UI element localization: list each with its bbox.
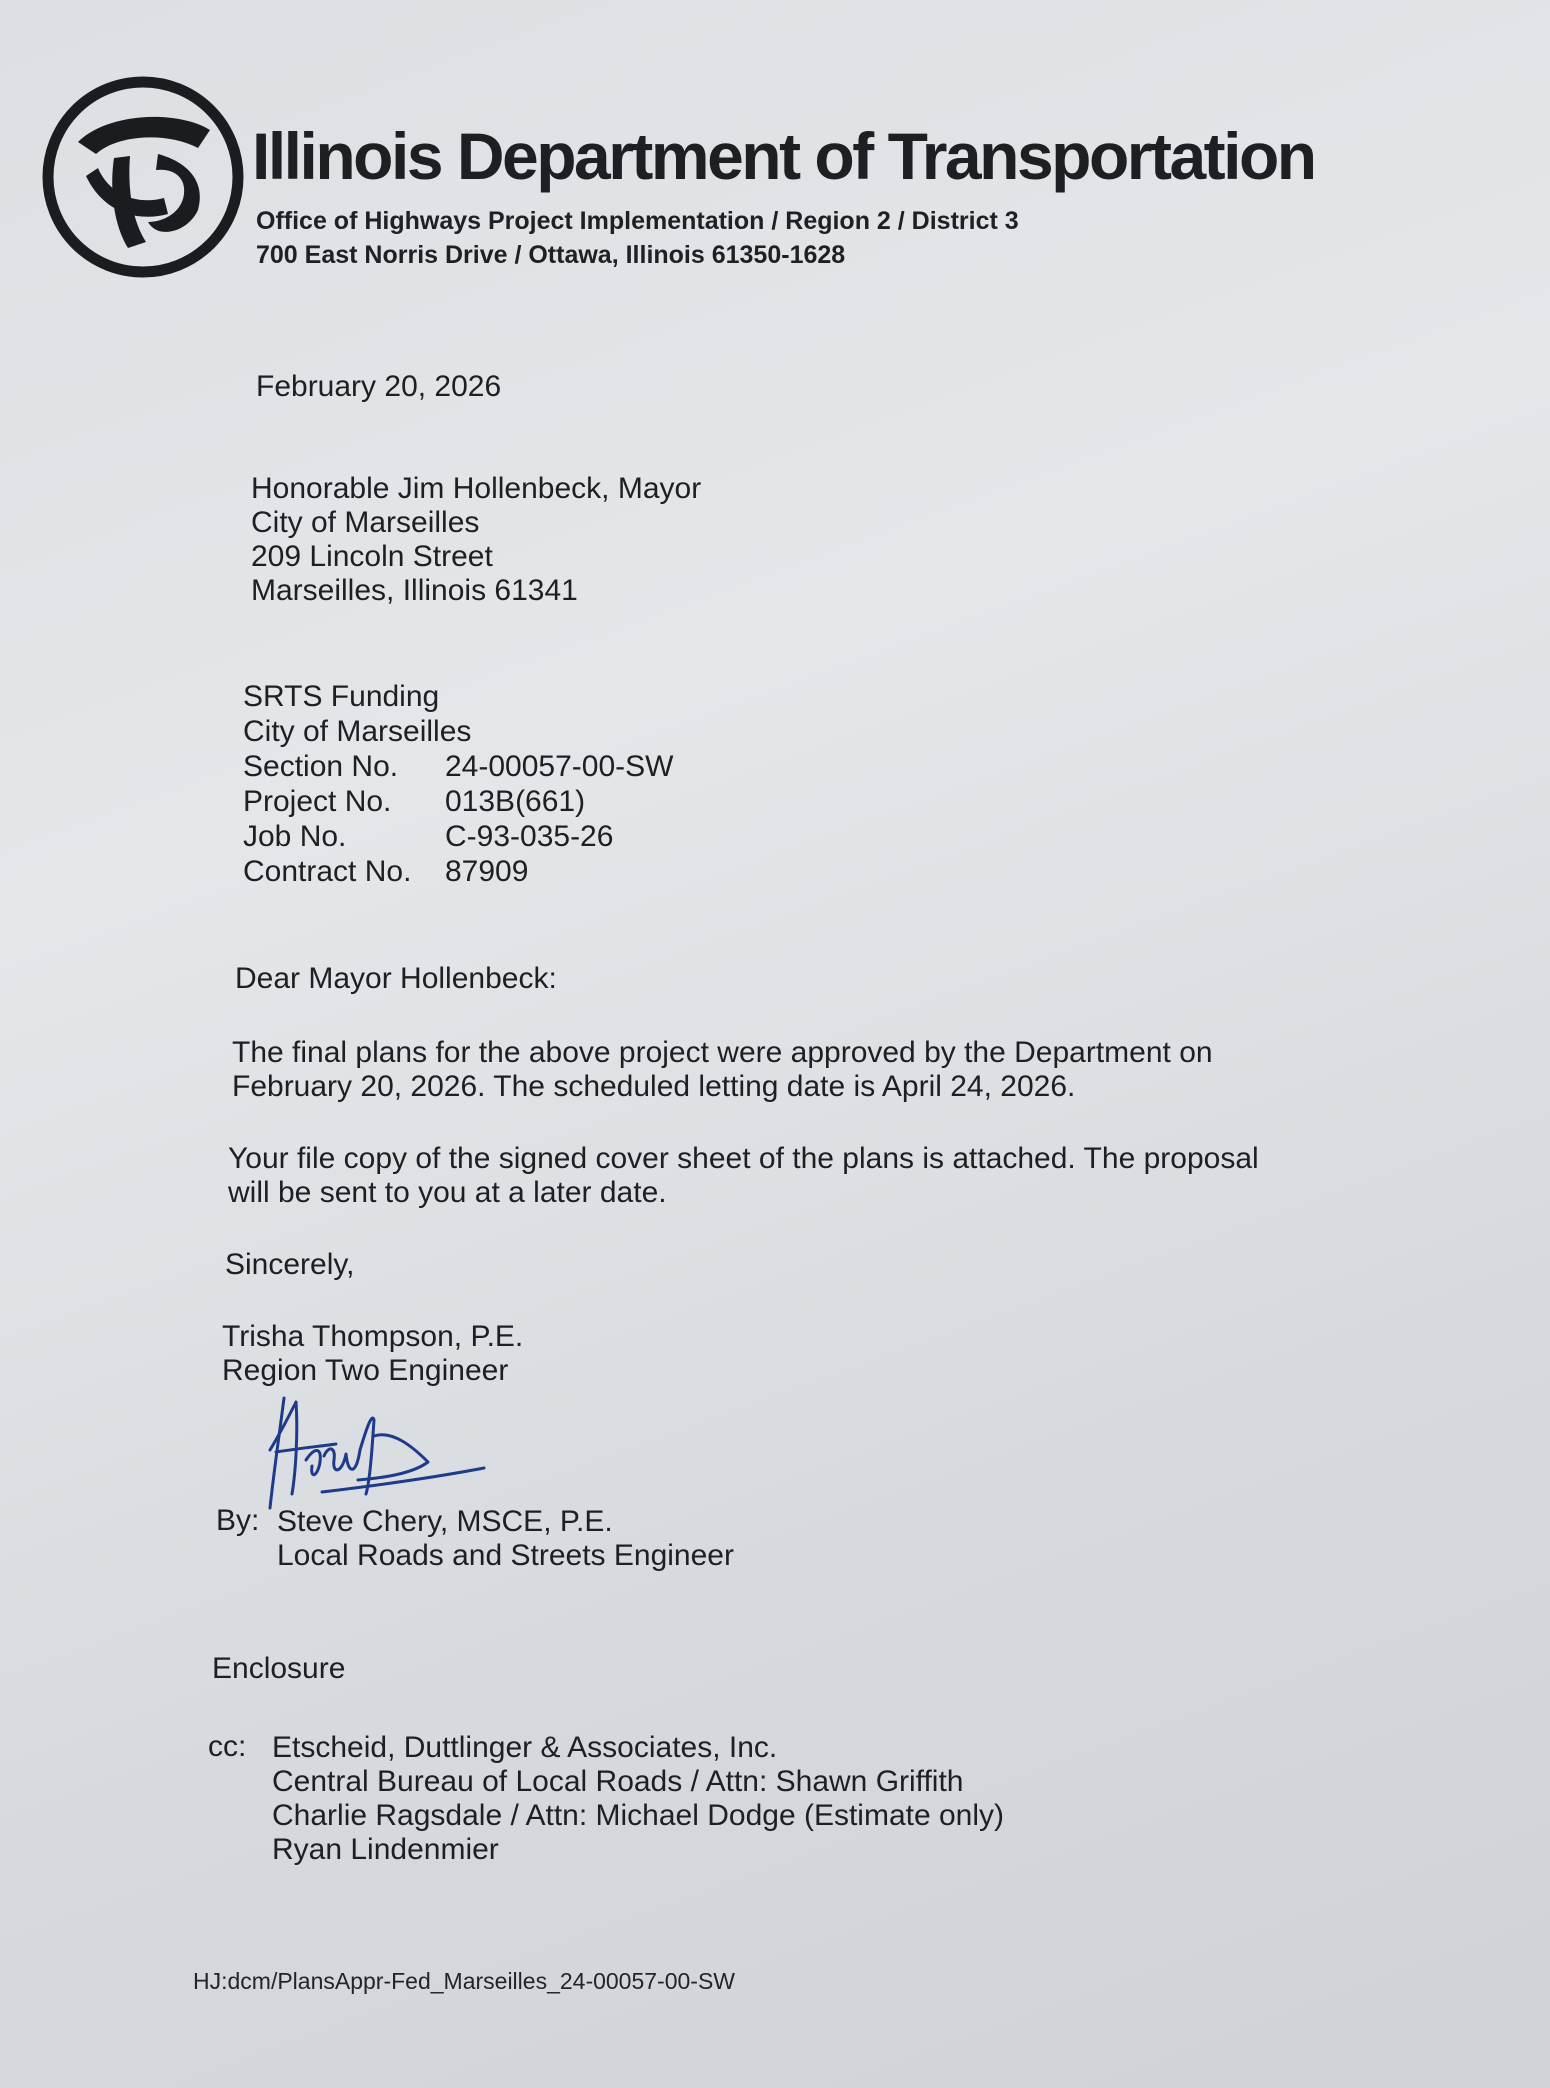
project-field-row	[243, 855, 803, 889]
paragraph-attachment	[228, 1142, 1259, 1210]
handwritten-signature	[262, 1390, 492, 1520]
recipient-line: Marseilles, Illinois 61341	[251, 574, 578, 607]
paragraph-line: will be sent to you at a later date.	[228, 1176, 667, 1209]
field-label: Section No.	[243, 750, 399, 783]
signer-block	[222, 1320, 523, 1388]
field-value: 24-00057-00-SW	[445, 750, 674, 783]
recipient-address	[251, 472, 701, 608]
field-value: 013B(661)	[445, 785, 586, 818]
recipient-line: City of Marseilles	[251, 506, 480, 539]
agency-name: Illinois Department of Transportation	[252, 119, 1315, 193]
by-signer-block	[277, 1505, 734, 1573]
idot-logo-icon	[38, 72, 248, 282]
project-field-row	[243, 820, 803, 854]
paragraph-approval	[232, 1036, 1213, 1104]
closing: Sincerely,	[225, 1248, 355, 1281]
field-label: Project No.	[243, 785, 392, 818]
by-title: Local Roads and Streets Engineer	[277, 1539, 734, 1572]
field-label: Contract No.	[243, 855, 412, 888]
cc-list	[272, 1731, 1004, 1867]
cc-recipient: Etscheid, Duttlinger & Associates, Inc.	[272, 1731, 778, 1764]
salutation: Dear Mayor Hollenbeck:	[235, 962, 557, 995]
field-value: 87909	[445, 855, 529, 888]
cc-label: cc:	[208, 1730, 247, 1763]
project-title: SRTS Funding	[243, 680, 440, 713]
address-line: 700 East Norris Drive / Ottawa, Illinois 61350-1628	[256, 241, 846, 269]
recipient-line: 209 Lincoln Street	[251, 540, 493, 573]
by-label: By:	[216, 1504, 260, 1537]
cc-recipient: Central Bureau of Local Roads / Attn: Shawn Griffith	[272, 1765, 964, 1798]
project-field-row	[243, 750, 803, 784]
paragraph-line: Your file copy of the signed cover sheet of the plans is attached. The proposal	[228, 1142, 1259, 1175]
recipient-line: Honorable Jim Hollenbeck, Mayor	[251, 472, 702, 505]
field-value: C-93-035-26	[445, 820, 614, 853]
signer-title: Region Two Engineer	[222, 1354, 509, 1387]
cc-recipient: Ryan Lindenmier	[272, 1833, 499, 1866]
by-name: Steve Chery, MSCE, P.E.	[277, 1505, 613, 1538]
paragraph-line: The final plans for the above project were approved by the Department on	[232, 1036, 1213, 1069]
project-field-row	[243, 785, 803, 819]
project-entity: City of Marseilles	[243, 715, 472, 748]
file-reference: HJ:dcm/PlansAppr-Fed_Marseilles_24-00057-00-SW	[193, 1968, 736, 1994]
letter-date: February 20, 2026	[256, 370, 502, 403]
enclosure-note: Enclosure	[212, 1652, 346, 1685]
office-line: Office of Highways Project Implementation / Region 2 / District 3	[256, 207, 1019, 235]
project-reference	[243, 680, 803, 900]
paragraph-line: February 20, 2026. The scheduled letting date is April 24, 2026.	[232, 1070, 1076, 1103]
signer-name: Trisha Thompson, P.E.	[222, 1320, 524, 1353]
cc-recipient: Charlie Ragsdale / Attn: Michael Dodge (Estimate only)	[272, 1799, 1005, 1832]
field-label: Job No.	[243, 820, 347, 853]
